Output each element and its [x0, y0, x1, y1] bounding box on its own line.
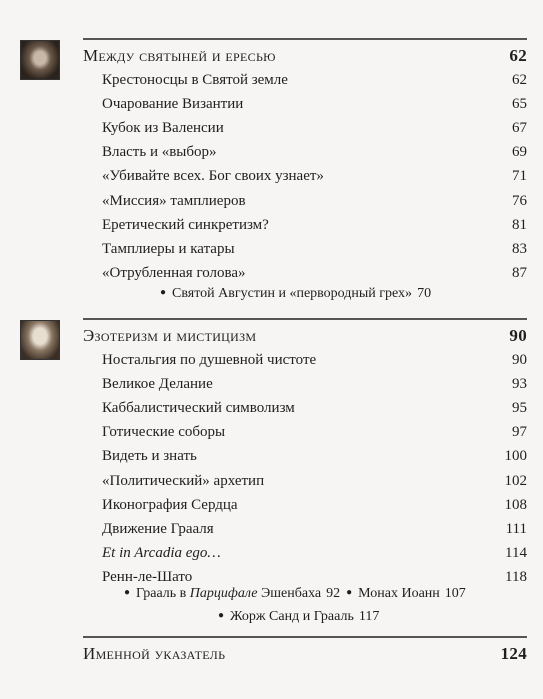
sidebar-title: Монах Иоанн: [358, 586, 440, 601]
sidebar-entry[interactable]: [160, 286, 431, 302]
entry-title: Видеть и знать: [102, 448, 197, 465]
entry-page: 118: [505, 569, 527, 586]
entry-title: Власть и «выбор»: [102, 144, 217, 161]
section-page-number: 124: [500, 644, 527, 663]
entry-title: Очарование Византии: [102, 95, 244, 112]
toc-entry[interactable]: [102, 165, 527, 189]
entry-title: Движение Грааля: [102, 520, 214, 537]
entry-page: 95: [512, 399, 527, 416]
sidebar-page: 92: [326, 586, 341, 601]
toc-entry[interactable]: [102, 542, 527, 566]
section-title: Эзотеризм и мистицизм: [83, 326, 257, 345]
bullet-icon: ●: [124, 587, 131, 598]
toc-entry[interactable]: [102, 92, 527, 116]
toc-entry[interactable]: [102, 262, 527, 286]
toc-entry[interactable]: [102, 213, 527, 237]
section-page-number: 90: [509, 326, 527, 345]
entry-page: 102: [504, 472, 527, 489]
entry-page: 67: [512, 119, 527, 136]
toc-entry-list: [102, 348, 527, 590]
section-heading[interactable]: [83, 38, 527, 66]
entry-page: 93: [512, 375, 527, 392]
woman-portrait-thumbnail: [20, 320, 60, 360]
toc-entry[interactable]: [102, 469, 527, 493]
sidebar-page: 117: [358, 609, 380, 624]
entry-title: Иконография Сердца: [102, 496, 238, 513]
section-heading[interactable]: [83, 636, 527, 664]
bullet-icon: ●: [218, 610, 225, 621]
entry-page: 108: [504, 496, 527, 513]
toc-entry[interactable]: [102, 141, 527, 165]
sidebar-title-prefix: Грааль в: [136, 586, 190, 601]
toc-entry[interactable]: [102, 396, 527, 420]
toc-entry[interactable]: [102, 189, 527, 213]
christ-portrait-thumbnail: [20, 40, 60, 80]
sidebar-entry[interactable]: [358, 586, 466, 601]
entry-title: «Политический» архетип: [102, 472, 265, 489]
sidebar-title-italic: Парцифале: [189, 586, 258, 601]
entry-page: 81: [512, 216, 527, 233]
entry-page: 65: [512, 95, 527, 112]
section-page-number: 62: [509, 46, 527, 65]
sidebar-page: 70: [417, 286, 432, 301]
entry-title: Готические соборы: [102, 424, 226, 441]
toc-entry[interactable]: [102, 445, 527, 469]
entry-title: «Убивайте всех. Бог своих узнает»: [102, 168, 324, 185]
entry-title: Крестоносцы в Святой земле: [102, 71, 288, 88]
sidebar-entry[interactable]: [218, 609, 379, 625]
entry-page: 69: [512, 144, 527, 161]
section-title: Именной указатель: [83, 644, 226, 663]
entry-page: 76: [512, 192, 527, 209]
toc-entry[interactable]: [102, 116, 527, 140]
entry-title: Ренн-ле-Шато: [102, 569, 193, 586]
entry-title: «Миссия» тамплиеров: [102, 192, 246, 209]
entry-title: «Отрубленная голова»: [102, 265, 246, 282]
sidebar-entry[interactable]: [136, 586, 340, 601]
entry-page: 97: [512, 424, 527, 441]
toc-entry[interactable]: [102, 348, 527, 372]
sidebar-title-suffix: Эшенбаха: [257, 586, 322, 601]
entry-title: Каббалистический символизм: [102, 399, 295, 416]
entry-page: 87: [512, 265, 527, 282]
entry-page: 111: [505, 520, 527, 537]
toc-entry[interactable]: [102, 517, 527, 541]
entry-title: Еретический синкретизм?: [102, 216, 269, 233]
entry-page: 62: [512, 71, 527, 88]
entry-page: 71: [512, 168, 527, 185]
sidebar-page: 107: [444, 586, 466, 601]
toc-entry[interactable]: [102, 421, 527, 445]
toc-entry-list: [102, 68, 527, 286]
entry-page: 100: [504, 448, 527, 465]
toc-entry[interactable]: [102, 68, 527, 92]
sidebar-entries-row: [124, 586, 466, 602]
entry-title: Великое Делание: [102, 375, 213, 392]
toc-entry[interactable]: [102, 493, 527, 517]
toc-entry[interactable]: [102, 237, 527, 261]
entry-title: Кубок из Валенсии: [102, 119, 224, 136]
entry-title: Тамплиеры и катары: [102, 240, 235, 257]
entry-page: 114: [505, 545, 527, 562]
sidebar-title: Жорж Санд и Грааль: [230, 609, 354, 624]
entry-page: 83: [512, 240, 527, 257]
section-title: Между святыней и ересью: [83, 46, 276, 65]
entry-title: Et in Arcadia ego…: [102, 545, 221, 562]
section-heading[interactable]: [83, 318, 527, 346]
entry-title: Ностальгия по душевной чистоте: [102, 351, 317, 368]
bullet-icon: ●: [346, 587, 353, 598]
bullet-icon: ●: [160, 287, 167, 298]
toc-entry[interactable]: [102, 372, 527, 396]
entry-page: 90: [512, 351, 527, 368]
sidebar-title: Святой Августин и «первородный грех»: [172, 286, 413, 301]
